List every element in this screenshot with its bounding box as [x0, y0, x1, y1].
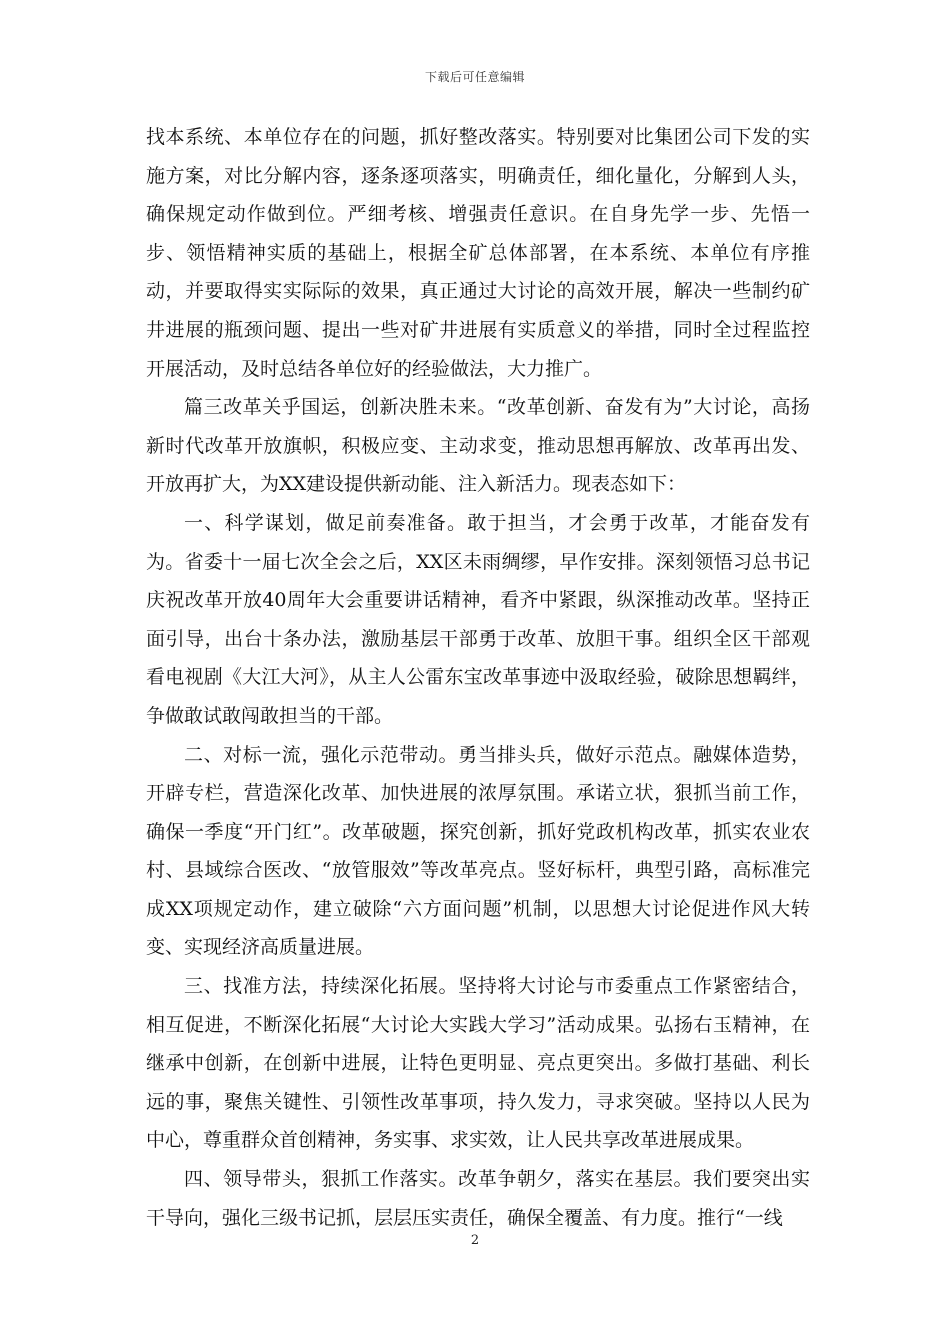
page-number: 2	[470, 1233, 480, 1248]
paragraph: 四、领导带头，狠抓工作落实。改革争朝夕，落实在基层。我们要突出实干导向，强化三级书记抓，层层压实责任，确保全覆盖、有力度。推行“一线	[146, 1168, 810, 1229]
header-note: 下载后可任意编辑	[424, 70, 525, 84]
document-body	[146, 118, 810, 1237]
paragraph: 三、找准方法，持续深化拓展。坚持将大讨论与市委重点工作紧密结合，相互促进，不断深化拓展“大讨论大实践大学习”活动成果。弘扬右玉精神，在继承中创新，在创新中进展，让特色更明显、亮点更突出。多做打基础、利长远的事，聚焦关键性、引领性改革事项，持久发力，寻求突破。坚持以人民为中心，尊重群众首创精神，务实事、求实效，让人民共享改革进展成果。	[146, 975, 810, 1152]
paragraph: 二、对标一流，强化示范带动。勇当排头兵，做好示范点。融媒体造势，开辟专栏，营造深化改革、加快进展的浓厚氛围。承诺立状，狠抓当前工作，确保一季度“开门红”。改革破题，探究创新，抓好党政机构改革，抓实农业农村、县域综合医改、“放管服效”等改革亮点。竖好标杆，典型引路，高标准完成XX项规定动作，建立破除“六方面问题”机制，以思想大讨论促进作风大转变、实现经济高质量进展。	[146, 743, 810, 959]
paragraph: 找本系统、本单位存在的问题，抓好整改落实。特别要对比集团公司下发的实施方案，对比分解内容，逐条逐项落实，明确责任，细化量化，分解到人头，确保规定动作做到位。严细考核、增强责任意识。在自身先学一步、先悟一步、领悟精神实质的基础上，根据全矿总体部署，在本系统、本单位有序推动，并要取得实实际际的效果，真正通过大讨论的高效开展，解决一些制约矿井进展的瓶颈问题、提出一些对矿井进展有实质意义的举措，同时全过程监控开展活动，及时总结各单位好的经验做法，大力推广。	[146, 126, 810, 380]
paragraph: 篇三改革关乎国运，创新决胜未来。“改革创新、奋发有为”大讨论，高扬新时代改革开放旗帜，积极应变、主动求变，推动思想再解放、改革再出发、开放再扩大，为XX建设提供新动能、注入新活力。现表态如下：	[146, 396, 810, 496]
paragraph: 一、科学谋划，做足前奏准备。敢于担当，才会勇于改革，才能奋发有为。省委十一届七次全会之后，XX区未雨绸缪，早作安排。深刻领悟习总书记庆祝改革开放40周年大会重要讲话精神，看齐中紧跟，纵深推动改革。坚持正面引导，出台十条办法，激励基层干部勇于改革、放胆干事。组织全区干部观看电视剧《大江大河》，从主人公雷东宝改革事迹中汲取经验，破除思想羁绊，争做敢试敢闯敢担当的干部。	[146, 511, 810, 727]
